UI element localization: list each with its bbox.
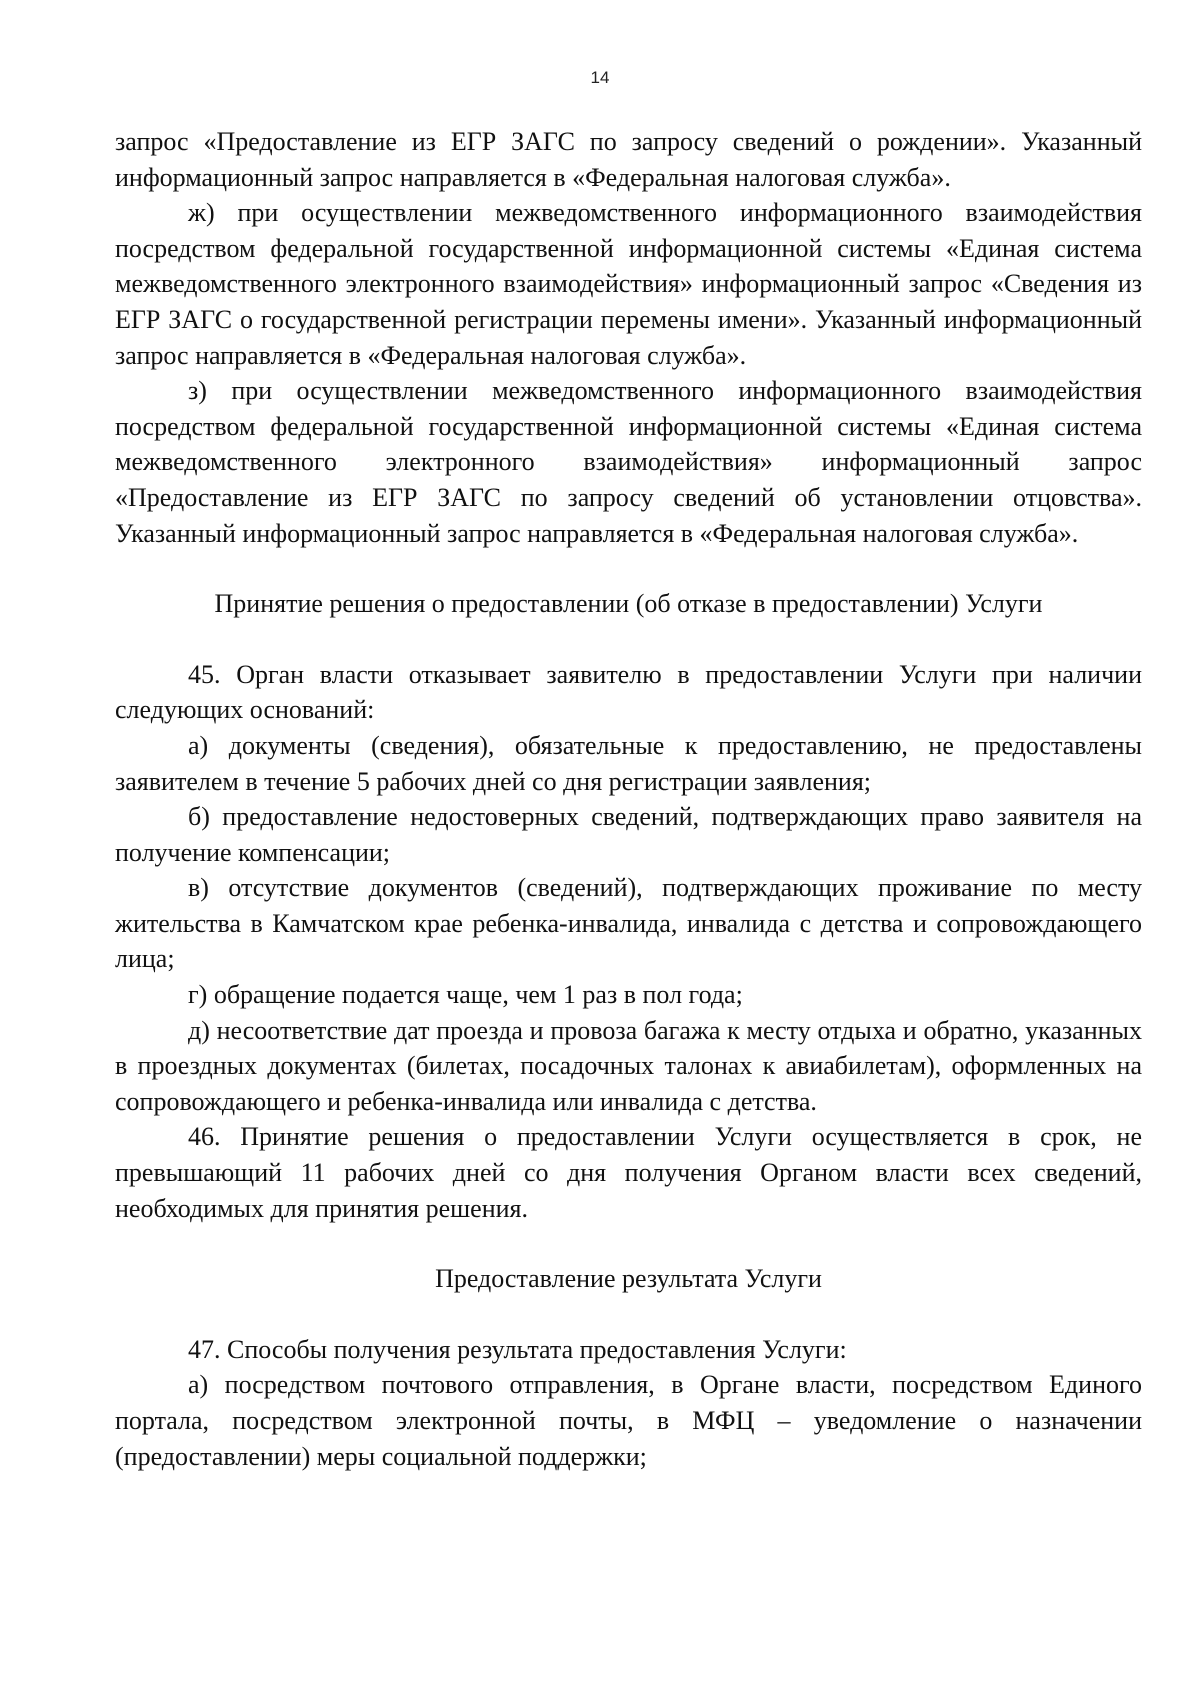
paragraph: в) отсутствие документов (сведений), подтверждающих проживание по месту жительства в Камчатском крае ребенка-инвалида, инвалида с детства и сопровождающего лица; — [115, 873, 1142, 974]
document-body — [115, 124, 1142, 1474]
paragraph: д) несоответствие дат проезда и провоза багажа к месту отдыха и обратно, указанных в проездных документах (билетах, посадочных талонах к авиабилетам), оформленных на сопровождающего и ребенка-инвалида или инвалида с детства. — [115, 1015, 1142, 1116]
paragraph: г) обращение подается чаще, чем 1 раз в пол года; — [188, 980, 743, 1010]
paragraph: з) при осуществлении межведомственного информационного взаимодействия посредством федеральной государственной информационной системы «Единая система межведомственного электронного взаимодействия» информационный запрос «Предоставление из ЕГР ЗАГС по запросу сведений об установлении отцовства». Указанный информационный запрос направляется в «Федеральная налоговая служба». — [115, 376, 1142, 548]
paragraph: б) предоставление недостоверных сведений, подтверждающих право заявителя на получение компенсации; — [115, 802, 1142, 867]
paragraph: ж) при осуществлении межведомственного информационного взаимодействия посредством федеральной государственной информационной системы «Единая система межведомственного электронного взаимодействия» информационный запрос «Сведения из ЕГР ЗАГС о государственной регистрации перемены имени». Указанный информационный запрос направляется в «Федеральная налоговая служба». — [115, 198, 1142, 370]
paragraph: 46. Принятие решения о предоставлении Услуги осуществляется в срок, не превышающий 11 рабочих дней со дня получения Органом власти всех сведений, необходимых для принятия решения. — [115, 1122, 1142, 1223]
paragraph: а) документы (сведения), обязательные к предоставлению, не предоставлены заявителем в течение 5 рабочих дней со дня регистрации заявления; — [115, 730, 1142, 796]
paragraph: 45. Орган власти отказывает заявителю в предоставлении Услуги при наличии следующих оснований: — [115, 659, 1142, 725]
paragraph: запрос «Предоставление из ЕГР ЗАГС по запросу сведений о рождении». Указанный информационный запрос направляется в «Федеральная налоговая служба». — [115, 127, 1142, 192]
paragraph: а) посредством почтового отправления, в Органе власти, посредством Единого портала, посредством электронной почты, в МФЦ – уведомление о назначении (предоставлении) меры социальной поддержки; — [115, 1370, 1142, 1471]
section-result — [115, 1332, 1142, 1474]
spacer — [115, 551, 1142, 586]
spacer — [115, 1226, 1142, 1261]
section-intro — [115, 124, 1142, 551]
section-decision — [115, 657, 1142, 1227]
paragraph: 47. Способы получения результата предоставления Услуги: — [188, 1334, 847, 1364]
section-heading-result: Предоставление результата Услуги — [435, 1264, 822, 1294]
page-number: 14 — [590, 68, 610, 87]
spacer — [115, 1297, 1142, 1332]
spacer — [115, 622, 1142, 657]
section-heading-decision: Принятие решения о предоставлении (об отказе в предоставлении) Услуги — [214, 589, 1043, 619]
